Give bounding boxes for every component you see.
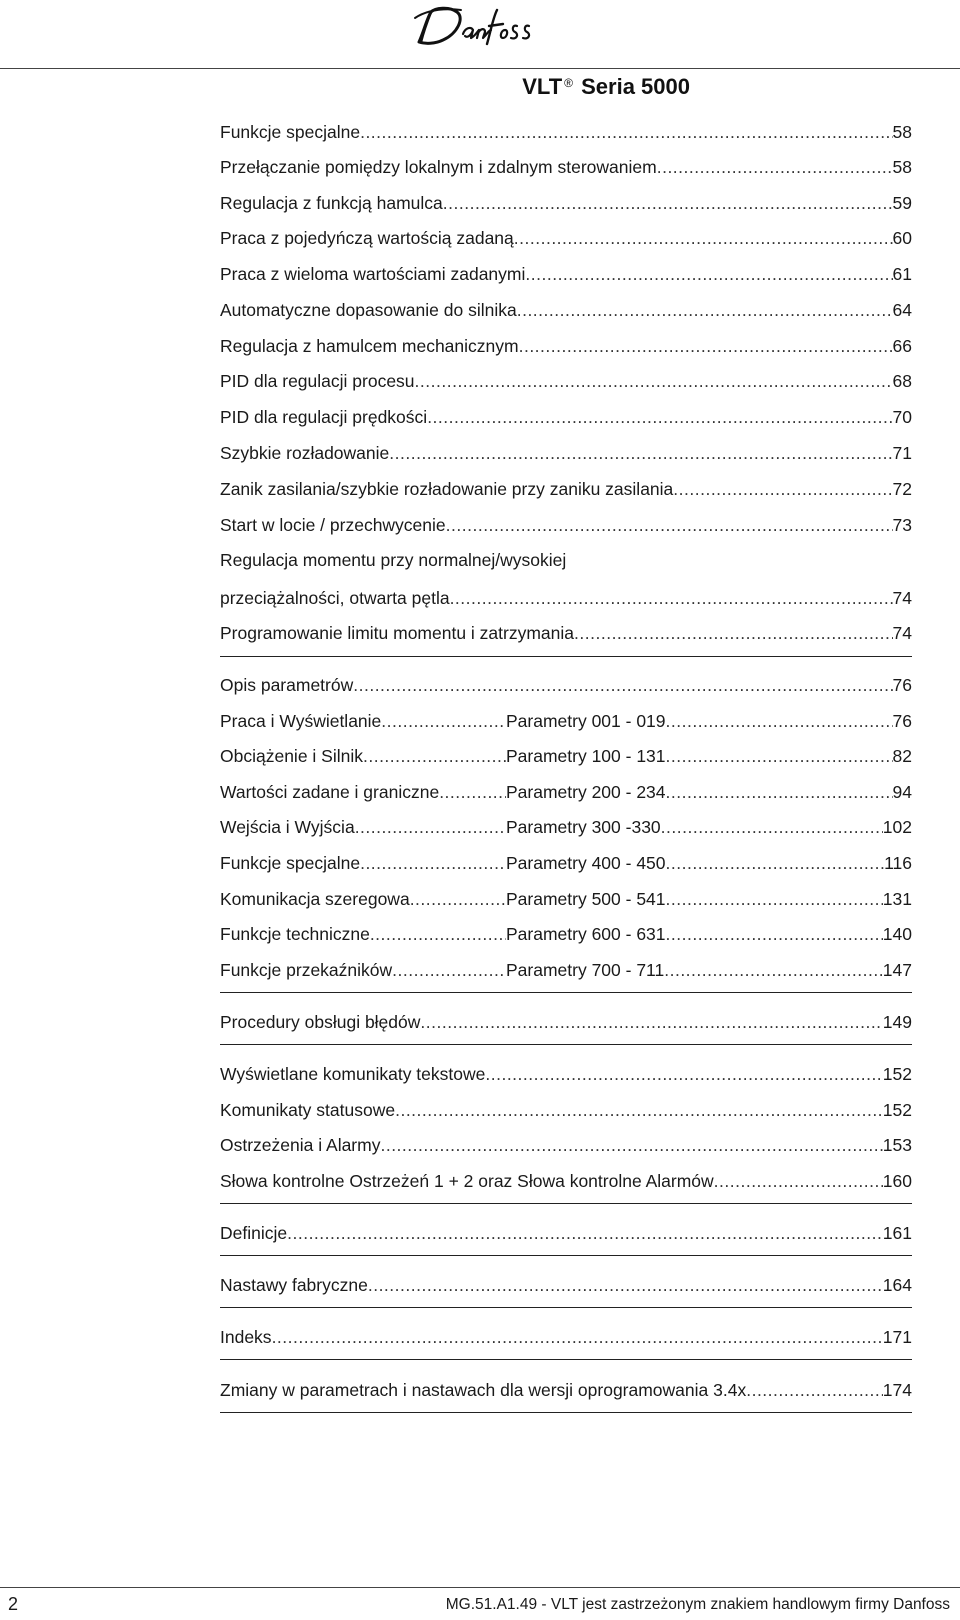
- parameter-range: Parametry 300 -330: [506, 817, 661, 837]
- parameter-range: Parametry 400 - 450: [506, 853, 666, 873]
- leader-dots: [485, 1059, 882, 1089]
- parameter-group-entry[interactable]: [220, 884, 912, 914]
- leader-dots: [439, 777, 506, 807]
- toc-entry[interactable]: [220, 1007, 912, 1037]
- toc-entry[interactable]: [220, 1322, 912, 1352]
- toc-entry-page: 116: [884, 853, 912, 873]
- toc-entry-page: 164: [882, 1275, 912, 1295]
- toc-entry-page: 171: [882, 1327, 912, 1347]
- leader-dots: [360, 848, 506, 878]
- header-rule: [0, 68, 960, 69]
- leader-dots: [673, 474, 892, 504]
- parameter-range: Parametry 100 - 131: [506, 746, 666, 766]
- leader-dots: [389, 438, 892, 468]
- leader-dots: [666, 848, 885, 878]
- toc-entry-title: Start w locie / przechwycenie: [220, 515, 446, 535]
- toc-entry-page: 58: [892, 122, 912, 142]
- toc-entry-title: Wejścia i Wyjścia: [220, 817, 355, 837]
- toc-entry-page: 76: [892, 675, 912, 695]
- leader-dots: [427, 402, 892, 432]
- toc-entry[interactable]: [220, 618, 912, 648]
- toc-entry-page: 66: [892, 336, 912, 356]
- section-divider: [220, 1307, 912, 1308]
- toc-entry-title: Słowa kontrolne Ostrzeżeń 1 + 2 oraz Słowa kontrolne Alarmów: [220, 1171, 714, 1191]
- toc-entry[interactable]: [220, 366, 912, 396]
- leader-dots: [714, 1166, 883, 1196]
- toc-entry-title: Indeks: [220, 1327, 272, 1347]
- leader-dots: [666, 777, 893, 807]
- toc-entry-continued[interactable]: [220, 545, 912, 575]
- toc-entry-page: 149: [882, 1012, 912, 1032]
- leader-dots: [395, 1095, 883, 1125]
- toc-entry-page: 64: [892, 300, 912, 320]
- registered-mark: ®: [564, 76, 573, 90]
- leader-dots: [666, 884, 883, 914]
- parameter-range: Parametry 600 - 631: [506, 924, 666, 944]
- toc-entry-title: Komunikaty statusowe: [220, 1100, 396, 1120]
- toc-entry[interactable]: [220, 438, 912, 468]
- section-divider: [220, 992, 912, 993]
- toc-entry-page: 147: [882, 960, 912, 980]
- toc-entry-title: Wartości zadane i graniczne: [220, 782, 440, 802]
- toc-entry-page: 60: [892, 228, 912, 248]
- toc-entry-title: Regulacja z hamulcem mechanicznym: [220, 336, 519, 356]
- parameter-group-entry[interactable]: [220, 706, 912, 736]
- toc-entry-title: przeciążalności, otwarta pętla: [220, 588, 450, 608]
- toc-entry-page: 102: [882, 817, 912, 837]
- toc-entry[interactable]: [220, 1059, 912, 1089]
- toc-entry[interactable]: [220, 259, 912, 289]
- toc-entry-title: Opis parametrów: [220, 675, 354, 695]
- toc-entry[interactable]: [220, 331, 912, 361]
- toc-entry-page: 160: [882, 1171, 912, 1191]
- toc-entry-title: Definicje: [220, 1223, 288, 1243]
- title-prefix: VLT: [522, 74, 563, 99]
- section-divider: [220, 1359, 912, 1360]
- leader-dots: [446, 510, 893, 540]
- leader-dots: [450, 583, 893, 613]
- toc-entry[interactable]: [220, 474, 912, 504]
- toc-entry-page: 82: [892, 746, 912, 766]
- leader-dots: [355, 812, 506, 842]
- toc-entry-title: Praca z wieloma wartościami zadanymi: [220, 264, 526, 284]
- toc-entry-page: 72: [892, 479, 912, 499]
- leader-dots: [392, 955, 506, 985]
- toc-entry-page: 161: [882, 1223, 912, 1243]
- leader-dots: [415, 366, 893, 396]
- leader-dots: [666, 706, 893, 736]
- toc-entry-title: Regulacja momentu przy normalnej/wysokiej: [220, 550, 567, 570]
- toc-entry-title: Programowanie limitu momentu i zatrzymania: [220, 623, 575, 643]
- toc-entry-title: Praca z pojedyńczą wartością zadaną: [220, 228, 514, 248]
- toc-entry-title: Funkcje techniczne: [220, 924, 370, 944]
- toc-entry-title: Funkcje specjalne: [220, 122, 361, 142]
- toc-entry-page: 61: [892, 264, 912, 284]
- toc-entry-page: 94: [892, 782, 912, 802]
- section-divider: [220, 1255, 912, 1256]
- leader-dots: [666, 741, 893, 771]
- toc-entry-page: 131: [882, 889, 912, 909]
- section-divider: [220, 656, 912, 657]
- toc-entry-page: 58: [892, 157, 912, 177]
- leader-dots: [420, 1007, 882, 1037]
- toc-entry[interactable]: [220, 402, 912, 432]
- toc-entry-page: 152: [882, 1100, 912, 1120]
- toc-entry[interactable]: [220, 188, 912, 218]
- leader-dots: [519, 331, 893, 361]
- section-divider: [220, 1203, 912, 1204]
- section-divider: [220, 1412, 912, 1413]
- toc-entry-title: Przełączanie pomiędzy lokalnym i zdalnym sterowaniem: [220, 157, 657, 177]
- toc-entry[interactable]: [220, 295, 912, 325]
- toc-entry[interactable]: [220, 1270, 912, 1300]
- leader-dots: [368, 1270, 883, 1300]
- footer-trademark-note: MG.51.A1.49 - VLT jest zastrzeżonym znakiem handlowym firmy Danfoss: [445, 1596, 950, 1613]
- leader-dots: [360, 117, 892, 147]
- toc-entry[interactable]: [220, 1130, 912, 1160]
- toc-entry[interactable]: [220, 510, 912, 540]
- toc-entry-title: Zanik zasilania/szybkie rozładowanie przy zaniku zasilania: [220, 479, 674, 499]
- toc-entry-title: Regulacja z funkcją hamulca: [220, 193, 443, 213]
- leader-dots: [517, 295, 893, 325]
- toc-entry-page: 140: [882, 924, 912, 944]
- toc-entry-page: 76: [892, 711, 912, 731]
- leader-dots: [661, 812, 883, 842]
- document-title: [522, 74, 690, 100]
- toc-entry[interactable]: [220, 117, 912, 147]
- toc-entry-title: Praca i Wyświetlanie: [220, 711, 382, 731]
- leader-dots: [380, 1130, 882, 1160]
- leader-dots: [443, 188, 893, 218]
- toc-entry-title: Obciążenie i Silnik: [220, 746, 363, 766]
- parameter-range: Parametry 001 - 019: [506, 711, 666, 731]
- leader-dots: [287, 1218, 883, 1248]
- toc-entry-title: Wyświetlane komunikaty tekstowe: [220, 1064, 486, 1084]
- toc-entry[interactable]: [220, 1218, 912, 1248]
- toc-entry-page: 153: [882, 1135, 912, 1155]
- leader-dots: [746, 1375, 883, 1405]
- parameter-range: Parametry 500 - 541: [506, 889, 666, 909]
- toc-entry-page: 152: [882, 1064, 912, 1084]
- leader-dots: [666, 919, 883, 949]
- toc-entry[interactable]: [220, 223, 912, 253]
- parameter-group-entry[interactable]: [220, 848, 912, 878]
- toc-entry-title: Zmiany w parametrach i nastawach dla wersji oprogramowania 3.4x: [220, 1380, 747, 1400]
- toc-entry[interactable]: [220, 583, 912, 613]
- parameter-group-entry[interactable]: [220, 955, 912, 985]
- leader-dots: [664, 955, 883, 985]
- leader-dots: [514, 223, 893, 253]
- toc-entry-page: 74: [892, 623, 912, 643]
- section-divider: [220, 1044, 912, 1045]
- leader-dots: [370, 919, 506, 949]
- toc-entry[interactable]: [220, 1375, 912, 1405]
- toc-entry-page: 68: [892, 371, 912, 391]
- toc-entry[interactable]: [220, 152, 912, 182]
- toc-entry-title: Automatyczne dopasowanie do silnika: [220, 300, 517, 320]
- page-number: 2: [8, 1594, 19, 1614]
- parameter-group-entry[interactable]: [220, 812, 912, 842]
- leader-dots: [657, 152, 893, 182]
- toc-entry-title: Procedury obsługi błędów: [220, 1012, 421, 1032]
- toc-entry[interactable]: [220, 670, 912, 700]
- leader-dots: [525, 259, 892, 289]
- toc-entry-title: PID dla regulacji procesu: [220, 371, 415, 391]
- toc-entry[interactable]: [220, 1095, 912, 1125]
- toc-entry-title: Ostrzeżenia i Alarmy: [220, 1135, 381, 1155]
- title-suffix: Seria 5000: [581, 74, 690, 99]
- leader-dots: [574, 618, 893, 648]
- danfoss-logo: [413, 4, 543, 50]
- toc-entry-page: 174: [882, 1380, 912, 1400]
- parameter-range: Parametry 200 - 234: [506, 782, 666, 802]
- leader-dots: [353, 670, 892, 700]
- parameter-group-entry[interactable]: [220, 741, 912, 771]
- toc-entry-title: Funkcje przekaźników: [220, 960, 393, 980]
- parameter-range: Parametry 700 - 711: [506, 960, 665, 980]
- leader-dots: [410, 884, 506, 914]
- toc-entry-title: Komunikacja szeregowa: [220, 889, 410, 909]
- leader-dots: [381, 706, 506, 736]
- toc-entry-page: 71: [892, 443, 912, 463]
- parameter-group-entry[interactable]: [220, 919, 912, 949]
- toc-entry-page: 74: [892, 588, 912, 608]
- leader-dots: [272, 1322, 883, 1352]
- toc-entry-page: 73: [892, 515, 912, 535]
- footer-rule: [0, 1587, 960, 1588]
- toc-entry-title: Szybkie rozładowanie: [220, 443, 390, 463]
- toc-entry-page: 59: [892, 193, 912, 213]
- leader-dots: [363, 741, 506, 771]
- toc-entry-page: 70: [892, 407, 912, 427]
- toc-entry[interactable]: [220, 1166, 912, 1196]
- toc-entry-title: Nastawy fabryczne: [220, 1275, 368, 1295]
- toc-entry-title: Funkcje specjalne: [220, 853, 361, 873]
- parameter-group-entry[interactable]: [220, 777, 912, 807]
- toc-entry-title: PID dla regulacji prędkości: [220, 407, 428, 427]
